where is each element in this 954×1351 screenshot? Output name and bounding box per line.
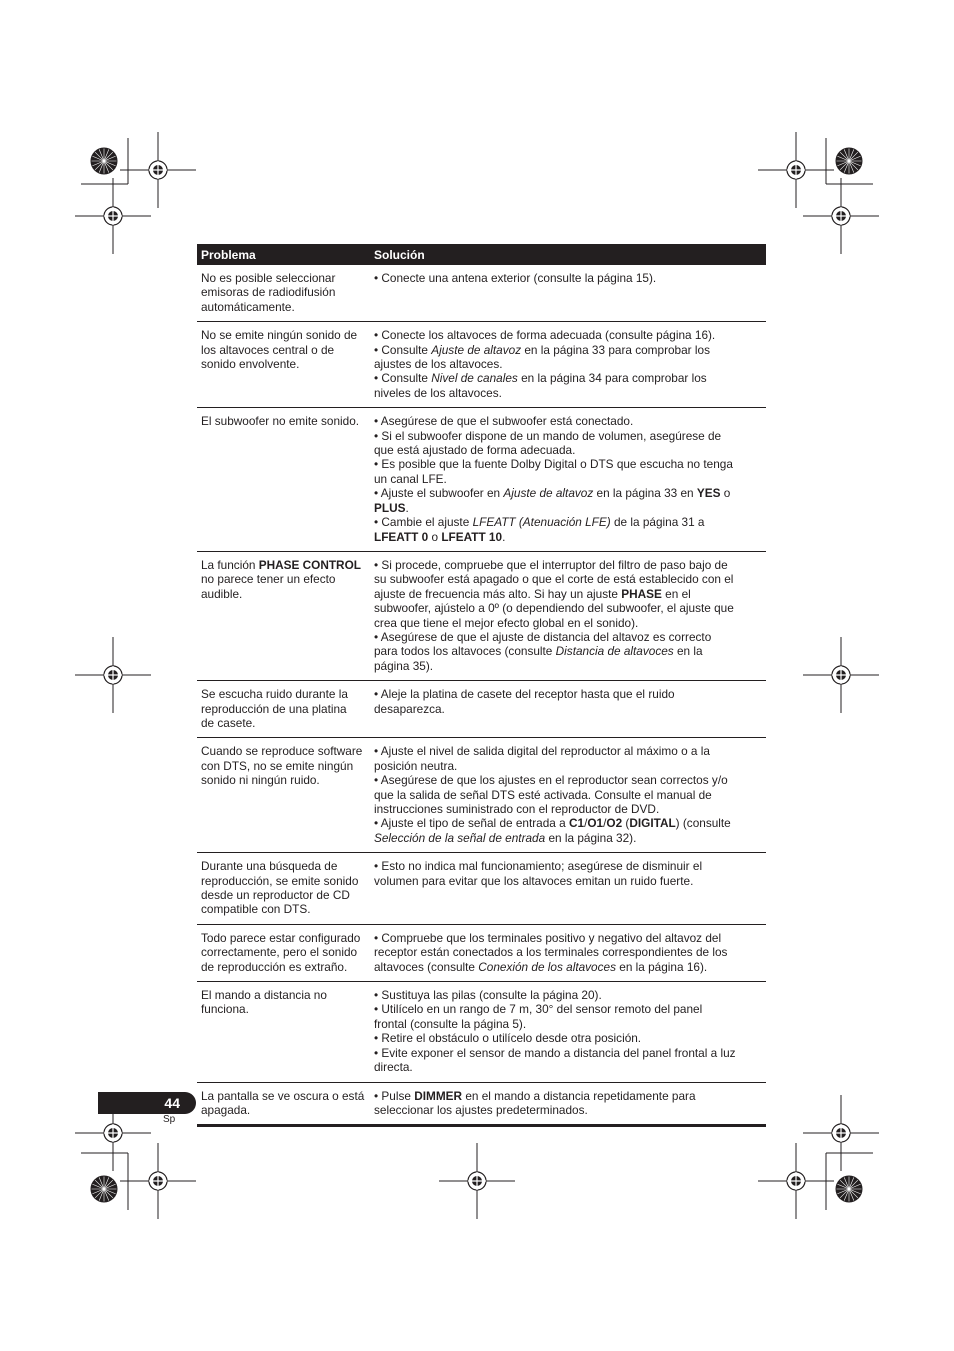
table-row	[197, 552, 766, 681]
text-segment: desde un reproductor de CD	[201, 888, 350, 903]
text-segment: No se emite ningún sonido de	[201, 328, 358, 343]
solution-cell	[374, 744, 766, 845]
text-line	[374, 802, 762, 816]
text-line	[374, 486, 762, 500]
registration-mark-icon	[758, 1143, 834, 1219]
text-segment: • Consulte	[374, 371, 432, 386]
text-segment: El subwoofer no emite sonido.	[201, 414, 360, 429]
text-line	[201, 357, 370, 371]
text-segment: de reproducción es extraño.	[201, 959, 348, 974]
text-segment: que está ajustado de forma adecuada.	[374, 443, 576, 458]
text-segment: • Si el subwoofer dispone de un mando de volumen, asegúrese de	[374, 428, 722, 443]
text-segment: • Asegúrese de que el subwoofer está conectado.	[374, 414, 634, 429]
text-line	[374, 558, 762, 572]
text-segment: emisoras de radiodifusión	[201, 285, 336, 300]
text-segment: posición neutra.	[374, 758, 458, 773]
bold-keyword: O2	[606, 816, 623, 831]
text-line	[374, 931, 762, 945]
solution-cell	[374, 558, 766, 673]
bold-keyword: LFEATT 0	[374, 529, 429, 544]
text-segment: apagada.	[201, 1102, 251, 1117]
text-line	[374, 759, 762, 773]
text-line	[201, 888, 370, 902]
problem-cell	[197, 687, 374, 730]
text-segment: sonido ni ningún ruido.	[201, 773, 320, 788]
text-line	[374, 1017, 762, 1031]
text-line	[201, 687, 370, 701]
registration-mark-icon	[439, 1143, 515, 1219]
italic-reference: Distancia de altavoces	[555, 644, 674, 659]
text-segment: • Ajuste el nivel de salida digital del reproductor al máximo o a la	[374, 744, 710, 759]
text-segment: /	[584, 816, 588, 831]
text-line	[374, 515, 762, 529]
text-segment: en la página 16).	[615, 959, 708, 974]
italic-reference: Ajuste de altavoz	[431, 342, 522, 357]
text-line	[201, 960, 370, 974]
text-segment: frontal (consulte la página 5).	[374, 1016, 527, 1031]
text-segment: seleccionar los ajustes predeterminados.	[374, 1102, 588, 1117]
solution-cell	[374, 328, 766, 400]
text-segment: volumen para evitar que los altavoces emitan un ruido fuerte.	[374, 873, 694, 888]
text-line	[374, 472, 762, 486]
text-line	[374, 371, 762, 385]
text-segment: Cuando se reproduce software	[201, 744, 363, 759]
table-header	[197, 244, 766, 265]
text-segment: No es posible seleccionar	[201, 271, 336, 285]
text-segment: (	[622, 816, 630, 831]
text-line	[374, 1046, 762, 1060]
table-row	[197, 265, 766, 322]
italic-reference: Ajuste de altavoz	[503, 486, 594, 501]
text-line	[374, 501, 762, 515]
text-line	[374, 702, 762, 716]
table-body	[197, 265, 766, 1124]
corner-marks-top-left	[75, 132, 196, 254]
text-segment: • Utilícelo en un rango de 7 m, 30° del sensor remoto del panel	[374, 1002, 703, 1017]
text-segment: • Ajuste el tipo de señal de entrada a	[374, 816, 569, 831]
page-language-code: Sp	[163, 1114, 176, 1125]
text-line	[374, 1031, 762, 1045]
italic-reference: Nivel de canales	[431, 371, 518, 386]
bold-keyword: LFEATT 10	[441, 529, 503, 544]
page-number-badge	[98, 1092, 196, 1114]
italic-reference: LFEATT (Atenuación LFE)	[472, 515, 611, 530]
text-line	[374, 601, 762, 615]
text-segment: en la página 32).	[545, 830, 637, 845]
text-line	[374, 945, 762, 959]
text-line	[201, 945, 370, 959]
text-segment: ) (consulte	[675, 816, 731, 831]
bold-keyword: DIMMER	[414, 1088, 463, 1103]
text-line	[374, 960, 762, 974]
text-segment: La función	[201, 557, 259, 572]
text-line	[374, 572, 762, 586]
text-line	[374, 1103, 762, 1117]
problem-cell	[197, 271, 374, 314]
text-segment: ajuste de frecuencia más alto. Si hay un ajuste	[374, 586, 622, 601]
text-line	[374, 788, 762, 802]
text-segment: • Conecte los altavoces de forma adecuada (consulte página 16).	[374, 328, 716, 343]
text-line	[374, 773, 762, 787]
text-segment: • Asegúrese de que los ajustes en el reproductor sean correctos y/o	[374, 773, 728, 788]
text-segment: • Cambie el ajuste	[374, 515, 473, 530]
bold-keyword: PHASE CONTROL	[258, 557, 361, 572]
text-segment: • Es posible que la fuente Dolby Digital o DTS que escucha no tenga	[374, 457, 733, 472]
text-line	[374, 530, 762, 544]
text-segment: .	[502, 529, 506, 544]
problem-cell	[197, 328, 374, 400]
column-header-problem: Problema	[201, 247, 256, 262]
text-line	[374, 1060, 762, 1074]
bold-keyword: C1	[568, 816, 585, 831]
registration-mark-icon	[120, 1143, 196, 1219]
text-line	[374, 386, 762, 400]
text-segment: ajustes de los altavoces.	[374, 357, 503, 372]
text-line	[374, 644, 762, 658]
text-segment: • Asegúrese de que el ajuste de distancia del altavoz es correcto	[374, 629, 712, 644]
table-row	[197, 925, 766, 982]
text-line	[201, 744, 370, 758]
table-row	[197, 681, 766, 738]
registration-mark-icon	[758, 132, 834, 208]
text-line	[374, 457, 762, 471]
text-line	[201, 859, 370, 873]
text-line	[201, 414, 370, 428]
text-segment: • Ajuste el subwoofer en	[374, 486, 504, 501]
text-segment: Durante una búsqueda de	[201, 859, 338, 874]
text-line	[201, 773, 370, 787]
text-segment: El mando a distancia no	[201, 988, 327, 1003]
text-line	[374, 343, 762, 357]
text-segment: sonido envolvente.	[201, 357, 300, 372]
text-line	[201, 572, 370, 586]
text-line	[374, 429, 762, 443]
text-segment: • Aleje la platina de casete del receptor hasta que el ruido	[374, 687, 675, 702]
text-line	[201, 558, 370, 572]
page-number: 44	[164, 1095, 180, 1111]
starburst-target-icon	[836, 1176, 862, 1202]
bold-keyword: YES	[696, 486, 721, 501]
text-segment: correctamente, pero el sonido	[201, 945, 358, 960]
problem-cell	[197, 988, 374, 1074]
text-line	[374, 1089, 762, 1103]
text-line	[201, 988, 370, 1002]
bold-keyword: O1	[587, 816, 604, 831]
text-line	[201, 902, 370, 916]
text-segment: reproducción, se emite sonido	[201, 873, 359, 888]
text-line	[201, 759, 370, 773]
text-segment: compatible con DTS.	[201, 902, 311, 917]
table-row	[197, 1083, 766, 1125]
text-line	[374, 414, 762, 428]
corner-marks-bottom-right	[758, 1095, 879, 1219]
problem-cell	[197, 558, 374, 673]
problem-cell	[197, 1089, 374, 1118]
text-line	[374, 874, 762, 888]
table-row	[197, 738, 766, 853]
table-row	[197, 982, 766, 1082]
text-segment: altavoces (consulte	[374, 959, 479, 974]
solution-cell	[374, 687, 766, 730]
text-segment: en la página 33 para comprobar los	[521, 342, 710, 357]
text-line	[374, 357, 762, 371]
problem-cell	[197, 859, 374, 917]
text-segment: para todos los altavoces (consulte	[374, 644, 556, 659]
text-segment: • Conecte una antena exterior (consulte la página 15).	[374, 271, 657, 285]
text-line	[374, 443, 762, 457]
text-segment: de casete.	[201, 715, 256, 730]
text-line	[201, 931, 370, 945]
problem-cell	[197, 744, 374, 845]
registration-mark-icon	[75, 637, 151, 713]
text-segment: en el	[661, 586, 691, 601]
text-segment: • Consulte	[374, 342, 432, 357]
text-line	[374, 659, 762, 673]
text-segment: • Retire el obstáculo o utilícelo desde otra posición.	[374, 1031, 642, 1046]
text-segment: Se escucha ruido durante la	[201, 687, 348, 702]
registration-mark-icon	[75, 178, 151, 254]
text-segment: subwoofer, ajústelo a 0º (o dependiendo del subwoofer, el ajuste que	[374, 601, 734, 616]
text-segment: • Esto no indica mal funcionamiento; asegúrese de disminuir el	[374, 859, 703, 874]
text-segment: en la página 34 para comprobar los	[517, 371, 707, 386]
text-line	[201, 874, 370, 888]
text-line	[374, 616, 762, 630]
text-segment: Todo parece estar configurado	[201, 930, 361, 945]
solution-cell	[374, 988, 766, 1074]
text-segment: de la página 31 a	[610, 515, 705, 530]
text-segment: instrucciones suministrado con el reproductor de DVD.	[374, 802, 660, 816]
troubleshooting-table	[197, 244, 766, 1127]
text-line	[201, 702, 370, 716]
solution-cell	[374, 271, 766, 314]
text-line	[374, 328, 762, 342]
text-segment: en la página 33 en	[593, 486, 697, 501]
column-header-solution: Solución	[374, 247, 425, 262]
table-row	[197, 322, 766, 408]
registration-mark-icon	[803, 178, 879, 254]
text-segment: en la	[673, 644, 703, 659]
bold-keyword: PLUS	[374, 500, 406, 515]
text-segment: crea que tiene el mejor efecto global en el sonido).	[374, 615, 639, 630]
text-segment: funciona.	[201, 1002, 249, 1017]
problem-cell	[197, 414, 374, 544]
text-line	[201, 343, 370, 357]
starburst-target-icon	[91, 148, 117, 174]
registration-mark-icon	[803, 637, 879, 713]
text-segment: • Evite exponer el sensor de mando a distancia del panel frontal a luz	[374, 1045, 736, 1060]
text-line	[201, 1103, 370, 1117]
text-line	[374, 744, 762, 758]
text-line	[374, 816, 762, 830]
text-line	[201, 716, 370, 730]
text-segment: o	[720, 486, 731, 501]
text-segment: • Pulse	[374, 1088, 415, 1103]
text-segment: desaparezca.	[374, 701, 445, 716]
text-line	[374, 687, 762, 701]
table-row	[197, 408, 766, 552]
problem-cell	[197, 931, 374, 974]
text-line	[201, 1002, 370, 1016]
text-segment: .	[405, 500, 409, 515]
registration-mark-icon	[803, 1095, 879, 1171]
text-segment: reproducción de una platina	[201, 701, 347, 716]
text-segment: con DTS, no se emite ningún	[201, 758, 354, 773]
starburst-target-icon	[836, 148, 862, 174]
text-segment: los altavoces central o de	[201, 342, 335, 357]
text-segment: audible.	[201, 586, 243, 601]
bold-keyword: PHASE	[621, 586, 662, 601]
text-segment: o	[428, 529, 442, 544]
text-segment: niveles de los altavoces.	[374, 385, 502, 400]
text-segment: automáticamente.	[201, 299, 295, 314]
text-line	[374, 630, 762, 644]
bold-keyword: DIGITAL	[629, 816, 676, 831]
text-segment: que la salida de señal DTS esté activada. Consulte el manual de	[374, 787, 712, 802]
text-segment: página 35).	[374, 658, 434, 673]
text-segment: • Sustituya las pilas (consulte la página 20).	[374, 988, 602, 1003]
text-line	[374, 587, 762, 601]
text-segment: • Compruebe que los terminales positivo y negativo del altavoz del	[374, 930, 722, 945]
text-segment: • Si procede, compruebe que el interruptor del filtro de paso bajo de	[374, 557, 728, 572]
text-segment: su subwoofer está apagado o que el corte de está establecido con el	[374, 572, 734, 587]
registration-mark-icon	[120, 132, 196, 208]
text-segment: en el mando a distancia repetidamente para	[462, 1088, 696, 1103]
text-line	[374, 271, 762, 285]
text-line	[201, 285, 370, 299]
solution-cell	[374, 1089, 766, 1118]
text-line	[201, 300, 370, 314]
text-segment: /	[603, 816, 607, 831]
text-line	[201, 1089, 370, 1103]
text-line	[374, 988, 762, 1002]
italic-reference: Selección de la señal de entrada	[374, 830, 546, 845]
text-line	[201, 587, 370, 601]
starburst-target-icon	[91, 1176, 117, 1202]
text-line	[374, 859, 762, 873]
text-segment: un canal LFE.	[374, 471, 447, 486]
text-line	[374, 1002, 762, 1016]
text-line	[374, 831, 762, 845]
solution-cell	[374, 859, 766, 917]
text-segment: receptor están conectados a los terminales correspondientes de los	[374, 945, 728, 960]
text-line	[201, 328, 370, 342]
solution-cell	[374, 931, 766, 974]
italic-reference: Conexión de los altavoces	[478, 959, 616, 974]
text-segment: La pantalla se ve oscura o está	[201, 1088, 365, 1103]
solution-cell	[374, 414, 766, 544]
text-line	[201, 271, 370, 285]
corner-marks-top-right	[758, 132, 879, 254]
table-row	[197, 853, 766, 925]
text-segment: directa.	[374, 1060, 413, 1075]
text-segment: no parece tener un efecto	[201, 572, 336, 587]
